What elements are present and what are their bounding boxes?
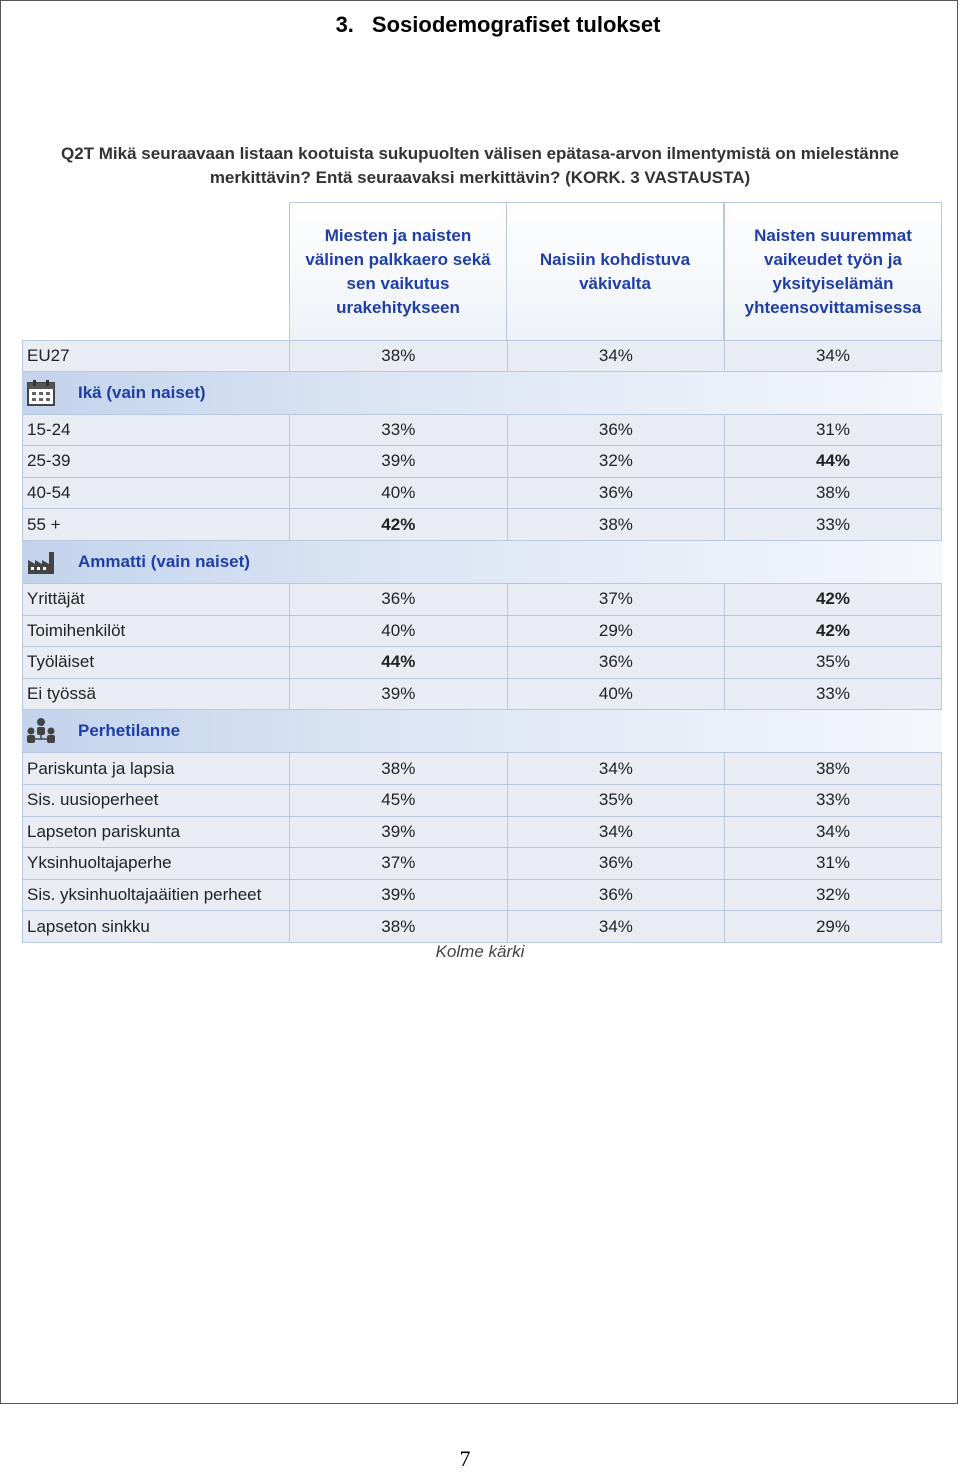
column-header-line: Naisten suuremmat [754, 225, 912, 245]
column-header-line: yhteensovittamisessa [744, 297, 922, 317]
column-header-2 [506, 202, 724, 340]
table-row [22, 340, 942, 372]
value-cell: 32% [507, 446, 725, 477]
value-cell: 31% [724, 415, 942, 446]
table-row [22, 848, 942, 880]
value-cell: 33% [724, 785, 942, 816]
column-header-line: vaikeudet työn ja [764, 249, 902, 269]
column-header-3 [724, 202, 942, 340]
value-cell: 36% [507, 647, 725, 678]
row-label: Sis. uusioperheet [22, 785, 289, 816]
value-cell: 36% [507, 478, 725, 509]
value-cell: 34% [724, 341, 942, 371]
group-title: Ikä (vain naiset) [78, 382, 206, 402]
column-header-line: välinen palkkaero sekä [305, 249, 491, 269]
group-header [22, 541, 942, 584]
value-cell: 34% [507, 341, 725, 371]
section-heading [0, 12, 960, 38]
table-row [22, 880, 942, 912]
value-cell: 35% [724, 647, 942, 678]
value-cell: 38% [507, 509, 725, 540]
row-label: Ei työssä [22, 679, 289, 710]
value-cell: 36% [507, 415, 725, 446]
value-cell: 36% [507, 848, 725, 879]
value-cell: 44% [724, 446, 942, 477]
value-cell: 29% [507, 616, 725, 647]
table-row [22, 478, 942, 510]
row-label: 55 + [22, 509, 289, 540]
row-label: Toimihenkilöt [22, 616, 289, 647]
table-row [22, 785, 942, 817]
table-row [22, 446, 942, 478]
group-title: Ammatti (vain naiset) [78, 551, 250, 571]
calendar-icon [24, 378, 58, 408]
row-label: Pariskunta ja lapsia [22, 753, 289, 784]
group-title: Perhetilanne [78, 721, 181, 741]
row-label: Sis. yksinhuoltajaäitien perheet [22, 880, 289, 911]
table-row [22, 753, 942, 785]
column-header-line: urakehitykseen [336, 297, 460, 317]
value-cell: 39% [289, 880, 507, 911]
table-row [22, 584, 942, 616]
value-cell: 40% [289, 616, 507, 647]
table-row [22, 647, 942, 679]
value-cell: 37% [289, 848, 507, 879]
value-cell: 33% [724, 679, 942, 710]
factory-icon [24, 547, 58, 577]
value-cell: 36% [507, 880, 725, 911]
family-icon [24, 716, 58, 746]
section-number: 3. [335, 12, 354, 37]
value-cell: 38% [724, 478, 942, 509]
value-cell: 42% [724, 584, 942, 615]
column-header-line: Naisiin kohdistuva [539, 249, 691, 269]
value-cell: 42% [724, 616, 942, 647]
row-label: 40-54 [22, 478, 289, 509]
question-title [22, 142, 938, 190]
value-cell: 36% [289, 584, 507, 615]
value-cell: 33% [724, 509, 942, 540]
row-label: Lapseton sinkku [22, 911, 289, 942]
table-row [22, 817, 942, 849]
results-table [22, 340, 942, 943]
row-label: Yrittäjät [22, 584, 289, 615]
value-cell: 40% [507, 679, 725, 710]
value-cell: 34% [507, 817, 725, 848]
row-label: EU27 [22, 341, 289, 371]
column-header-line: väkivalta [579, 273, 651, 293]
value-cell: 31% [724, 848, 942, 879]
value-cell: 37% [507, 584, 725, 615]
value-cell: 35% [507, 785, 725, 816]
value-cell: 33% [289, 415, 507, 446]
value-cell: 34% [507, 911, 725, 942]
value-cell: 34% [507, 753, 725, 784]
value-cell: 42% [289, 509, 507, 540]
question-line-2: merkittävin? Entä seuraavaksi merkittävin? (KORK. 3 VASTAUSTA) [209, 168, 751, 187]
value-cell: 32% [724, 880, 942, 911]
table-caption: Kolme kärki [435, 942, 525, 961]
table-row [22, 911, 942, 943]
value-cell: 38% [724, 753, 942, 784]
value-cell: 39% [289, 446, 507, 477]
value-cell: 39% [289, 817, 507, 848]
value-cell: 39% [289, 679, 507, 710]
value-cell: 45% [289, 785, 507, 816]
row-label: 25-39 [22, 446, 289, 477]
page-number: 7 [459, 1446, 471, 1471]
row-label: Yksinhuoltajaperhe [22, 848, 289, 879]
column-header-line: yksityiselämän [772, 273, 894, 293]
group-header [22, 710, 942, 753]
value-cell: 38% [289, 341, 507, 371]
table-row [22, 679, 942, 711]
table-row [22, 616, 942, 648]
value-cell: 38% [289, 911, 507, 942]
section-title: Sosiodemografiset tulokset [371, 12, 661, 37]
row-label: Työläiset [22, 647, 289, 678]
group-header [22, 372, 942, 415]
value-cell: 40% [289, 478, 507, 509]
value-cell: 29% [724, 911, 942, 942]
column-header-line: sen vaikutus [346, 273, 450, 293]
value-cell: 34% [724, 817, 942, 848]
column-header-1 [289, 202, 507, 340]
value-cell: 44% [289, 647, 507, 678]
table-row [22, 509, 942, 541]
question-line-1: Q2T Mikä seuraavaan listaan kootuista sukupuolten välisen epätasa-arvon ilmentymistä on mielestänne [60, 144, 899, 163]
row-label: Lapseton pariskunta [22, 817, 289, 848]
table-row [22, 415, 942, 447]
row-label: 15-24 [22, 415, 289, 446]
value-cell: 38% [289, 753, 507, 784]
column-header-line: Miesten ja naisten [324, 225, 472, 245]
